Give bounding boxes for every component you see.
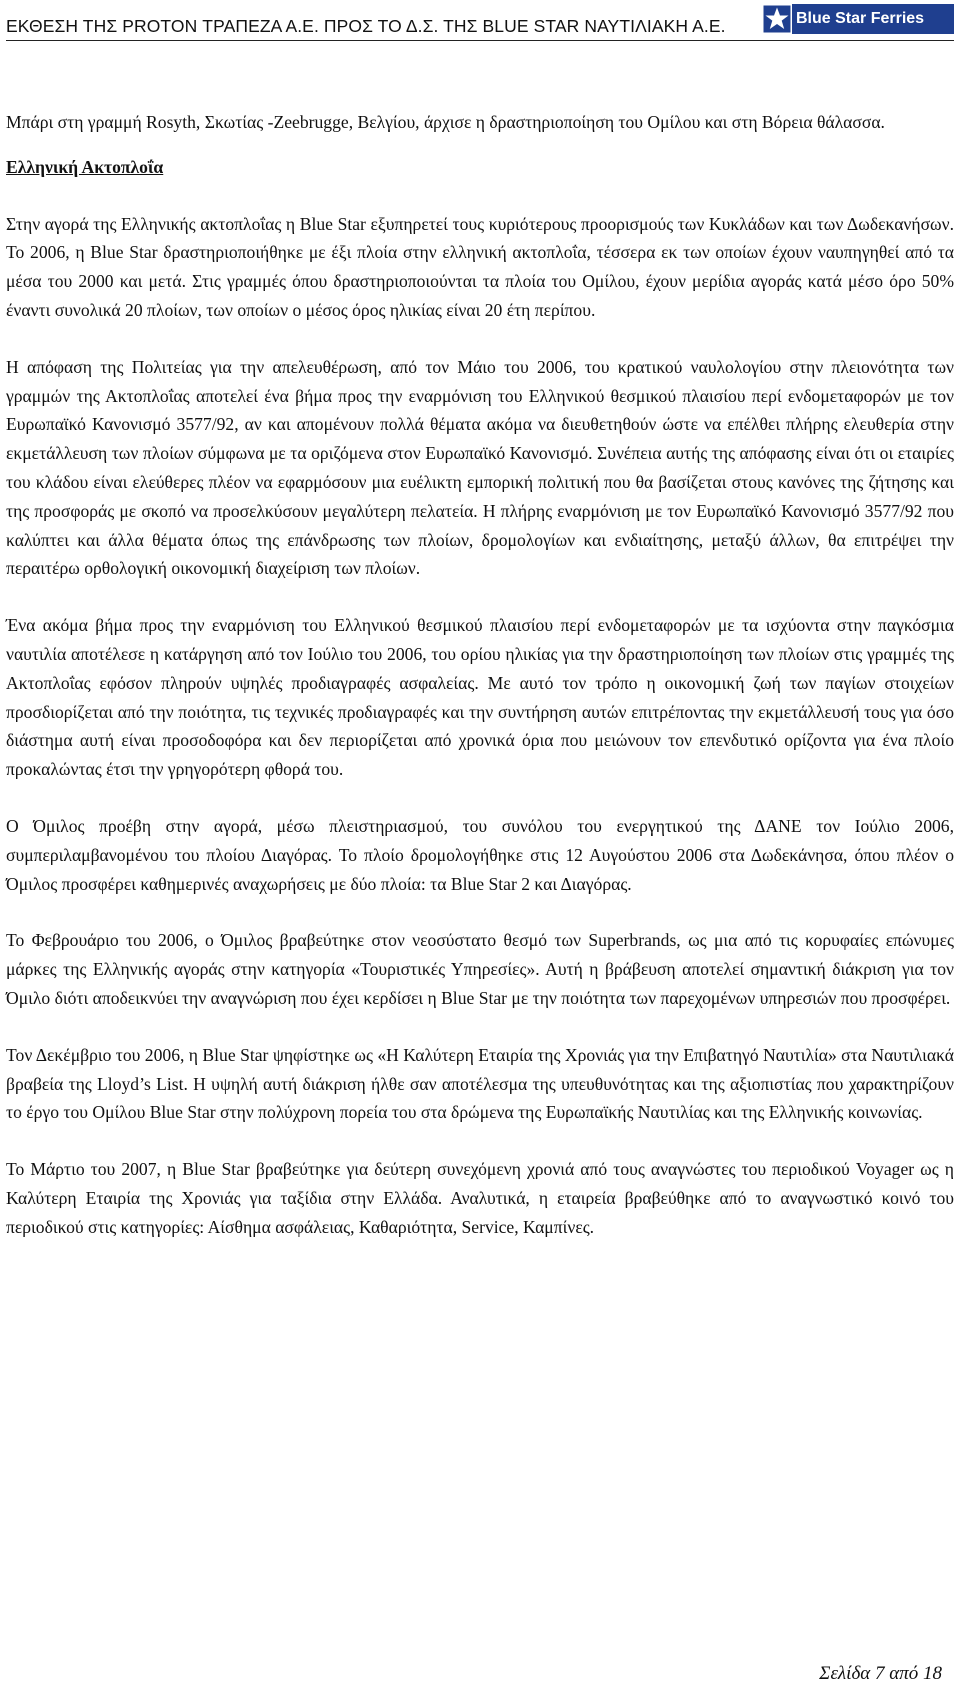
paragraph: Ένα ακόμα βήμα προς την εναρμόνιση του Ελληνικού θεσμικού πλαισίου περί ενδομεταφορών με τα ισχύοντα στην παγκόσμια ναυτιλία αποτέλεσε η κατάργηση από τον Ιούλιο του 2006, του ορίου ηλικίας για την δραστηριοποίηση των πλοίων στις γραμμές της Ακτοπλοΐας εφόσον πληρούν υψηλές προδιαγραφές ασφαλείας. Με αυτό τον τρόπο η οικονομική ζωή των παγίων στοιχείων προσδιορίζεται από την ποιότητα, τις τεχνικές προδιαγραφές και την συντήρηση αυτών επιτρέποντας την εκμετάλλευσή τους για όσο διάστημα αυτή είναι προσοδοφόρα και δεν περιορίζεται από χρονικά όρια που μειώνουν τον επενδυτικό ορίζοντα για ένα πλοίο προκαλώντας έτσι την γρηγορότερη φθορά του. [6,615,954,780]
logo-text: Blue Star Ferries [796,10,925,27]
header-title: ΕΚΘΕΣΗ ΤΗΣ PROTON ΤΡΑΠΕΖΑ Α.Ε. ΠΡΟΣ ΤΟ Δ.Σ. ΤΗΣ BLUE STAR ΝΑΥΤΙΛΙΑΚΗ Α.Ε. [6,16,726,36]
blue-star-ferries-logo [762,4,954,34]
paragraph: Το Φεβρουάριο του 2006, ο Όμιλος βραβεύτηκε στον νεοσύστατο θεσμό των Superbrands, ως μια από τις κορυφαίες επώνυμες μάρκες της Ελληνικής αγοράς στην κατηγορία «Τουριστικές Υπηρεσίες». Αυτή η βράβευση αποτελεί σημαντική διάκριση για τον Όμιλο διότι αποδεικνύει την αναγνώριση που έχει κερδίσει η Blue Star με την ποιότητα των παρεχομένων υπηρεσιών που προσφέρει. [6,930,954,1008]
document-body [6,108,954,1270]
star-icon [762,4,792,34]
page-header [6,4,954,42]
section-heading: Ελληνική Ακτοπλοΐα [6,156,164,177]
paragraph: Στην αγορά της Ελληνικής ακτοπλοΐας η Blue Star εξυπηρετεί τους κυριότερους προορισμούς των Κυκλάδων και των Δωδεκανήσων. Το 2006, η Blue Star δραστηριοποιήθηκε με έξι πλοία στην ελληνική ακτοπλοΐα, τέσσερα εκ των οποίων έχουν ναυπηγηθεί από τα μέσα του 2000 και μετά. Στις γραμμές όπου δραστηριοποιούνται τα πλοία του Ομίλου, έχουν μερίδια αγοράς κατά μέσο όρο 50% έναντι συνολικά 20 πλοίων, των οποίων ο μέσος όρος ηλικίας είναι 20 έτη περίπου. [6,213,954,320]
header-divider [6,40,954,41]
page-number: Σελίδα 7 από 18 [819,1663,942,1684]
paragraph: Το Μάρτιο του 2007, η Blue Star βραβεύτηκε για δεύτερη συνεχόμενη χρονιά από τους αναγνώστες του περιοδικού Voyager ως η Καλύτερη Εταιρία της Χρονιάς για ταξίδια στην Ελλάδα. Αναλυτικά, η εταιρεία βραβεύθηκε από το αναγνωστικό κοινό του περιοδικού στις κατηγορίες: Αίσθημα ασφάλειας, Καθαριότητα, Service, Καμπίνες. [6,1159,954,1237]
paragraph: Τον Δεκέμβριο του 2006, η Blue Star ψηφίστηκε ως «Η Καλύτερη Εταιρία της Χρονιάς για την Επιβατηγό Ναυτιλία» στα Ναυτιλιακά βραβεία της Lloyd’s List. Η υψηλή αυτή διάκριση ήλθε σαν αποτέλεσμα της υπευθυνότητας και της αξιοπιστίας που χαρακτηρίζουν το έργο του Ομίλου Blue Star στην πολύχρονη πορεία του στα δρώμενα της Ευρωπαϊκής Ναυτιλίας και της Ελληνικής κοινωνίας. [6,1044,954,1123]
paragraph: Ο Όμιλος προέβη στην αγορά, μέσω πλειστηριασμού, του συνόλου του ενεργητικού της ΔΑΝΕ τον Ιούλιο 2006, συμπεριλαμβανομένου του πλοίου Διαγόρας. Το πλοίο δρομολογήθηκε στις 12 Αυγούστου 2006 στα Δωδεκάνησα, όπου πλέον ο Όμιλος προσφέρει καθημερινές αναχωρήσεις με δύο πλοία: τα Blue Star 2 και Διαγόρας. [6,815,954,894]
intro-paragraph: Μπάρι στη γραμμή Rosyth, Σκωτίας -Zeebrugge, Βελγίου, άρχισε η δραστηριοποίηση του Ομίλου και στη Βόρεια θάλασσα. [6,112,885,132]
paragraph: Η απόφαση της Πολιτείας για την απελευθέρωση, από τον Μάιο του 2006, του κρατικού ναυλολογίου στην πλειονότητα των γραμμών της Ακτοπλοΐας αποτελεί ένα βήμα προς την εναρμόνιση του Ελληνικού θεσμικού πλαισίου περί ενδομεταφορών με τον Ευρωπαϊκό Κανονισμό 3577/92, αν και απομένουν πολλά θέματα ακόμα να διευθετηθούν ώστε να επέλθει πλήρης ελευθερία στην εκμετάλλευση των πλοίων σύμφωνα με τα οριζόμενα στον Ευρωπαϊκό Κανονισμό. Συνέπεια αυτής της απόφασης είναι ότι οι εταιρίες του κλάδου είναι ελεύθερες πλέον να εφαρμόσουν μια ευέλικτη εμπορική πολιτική που θα βασίζεται στους κανόνες της ζήτησης και της προσφοράς με σκοπό να προσελκύσουν μεγαλύτερη πελατεία. Η πλήρης εναρμόνιση με τον Ευρωπαϊκό Κανονισμό 3577/92 που καλύπτει και άλλα θέματα όπως της επάνδρωσης των πλοίων, δρομολογίων και ενδιαίτησης, μεταξύ άλλων, θα επιτρέψει την περαιτέρω ορθολογική οικονομική διαχείριση των πλοίων. [6,356,954,579]
